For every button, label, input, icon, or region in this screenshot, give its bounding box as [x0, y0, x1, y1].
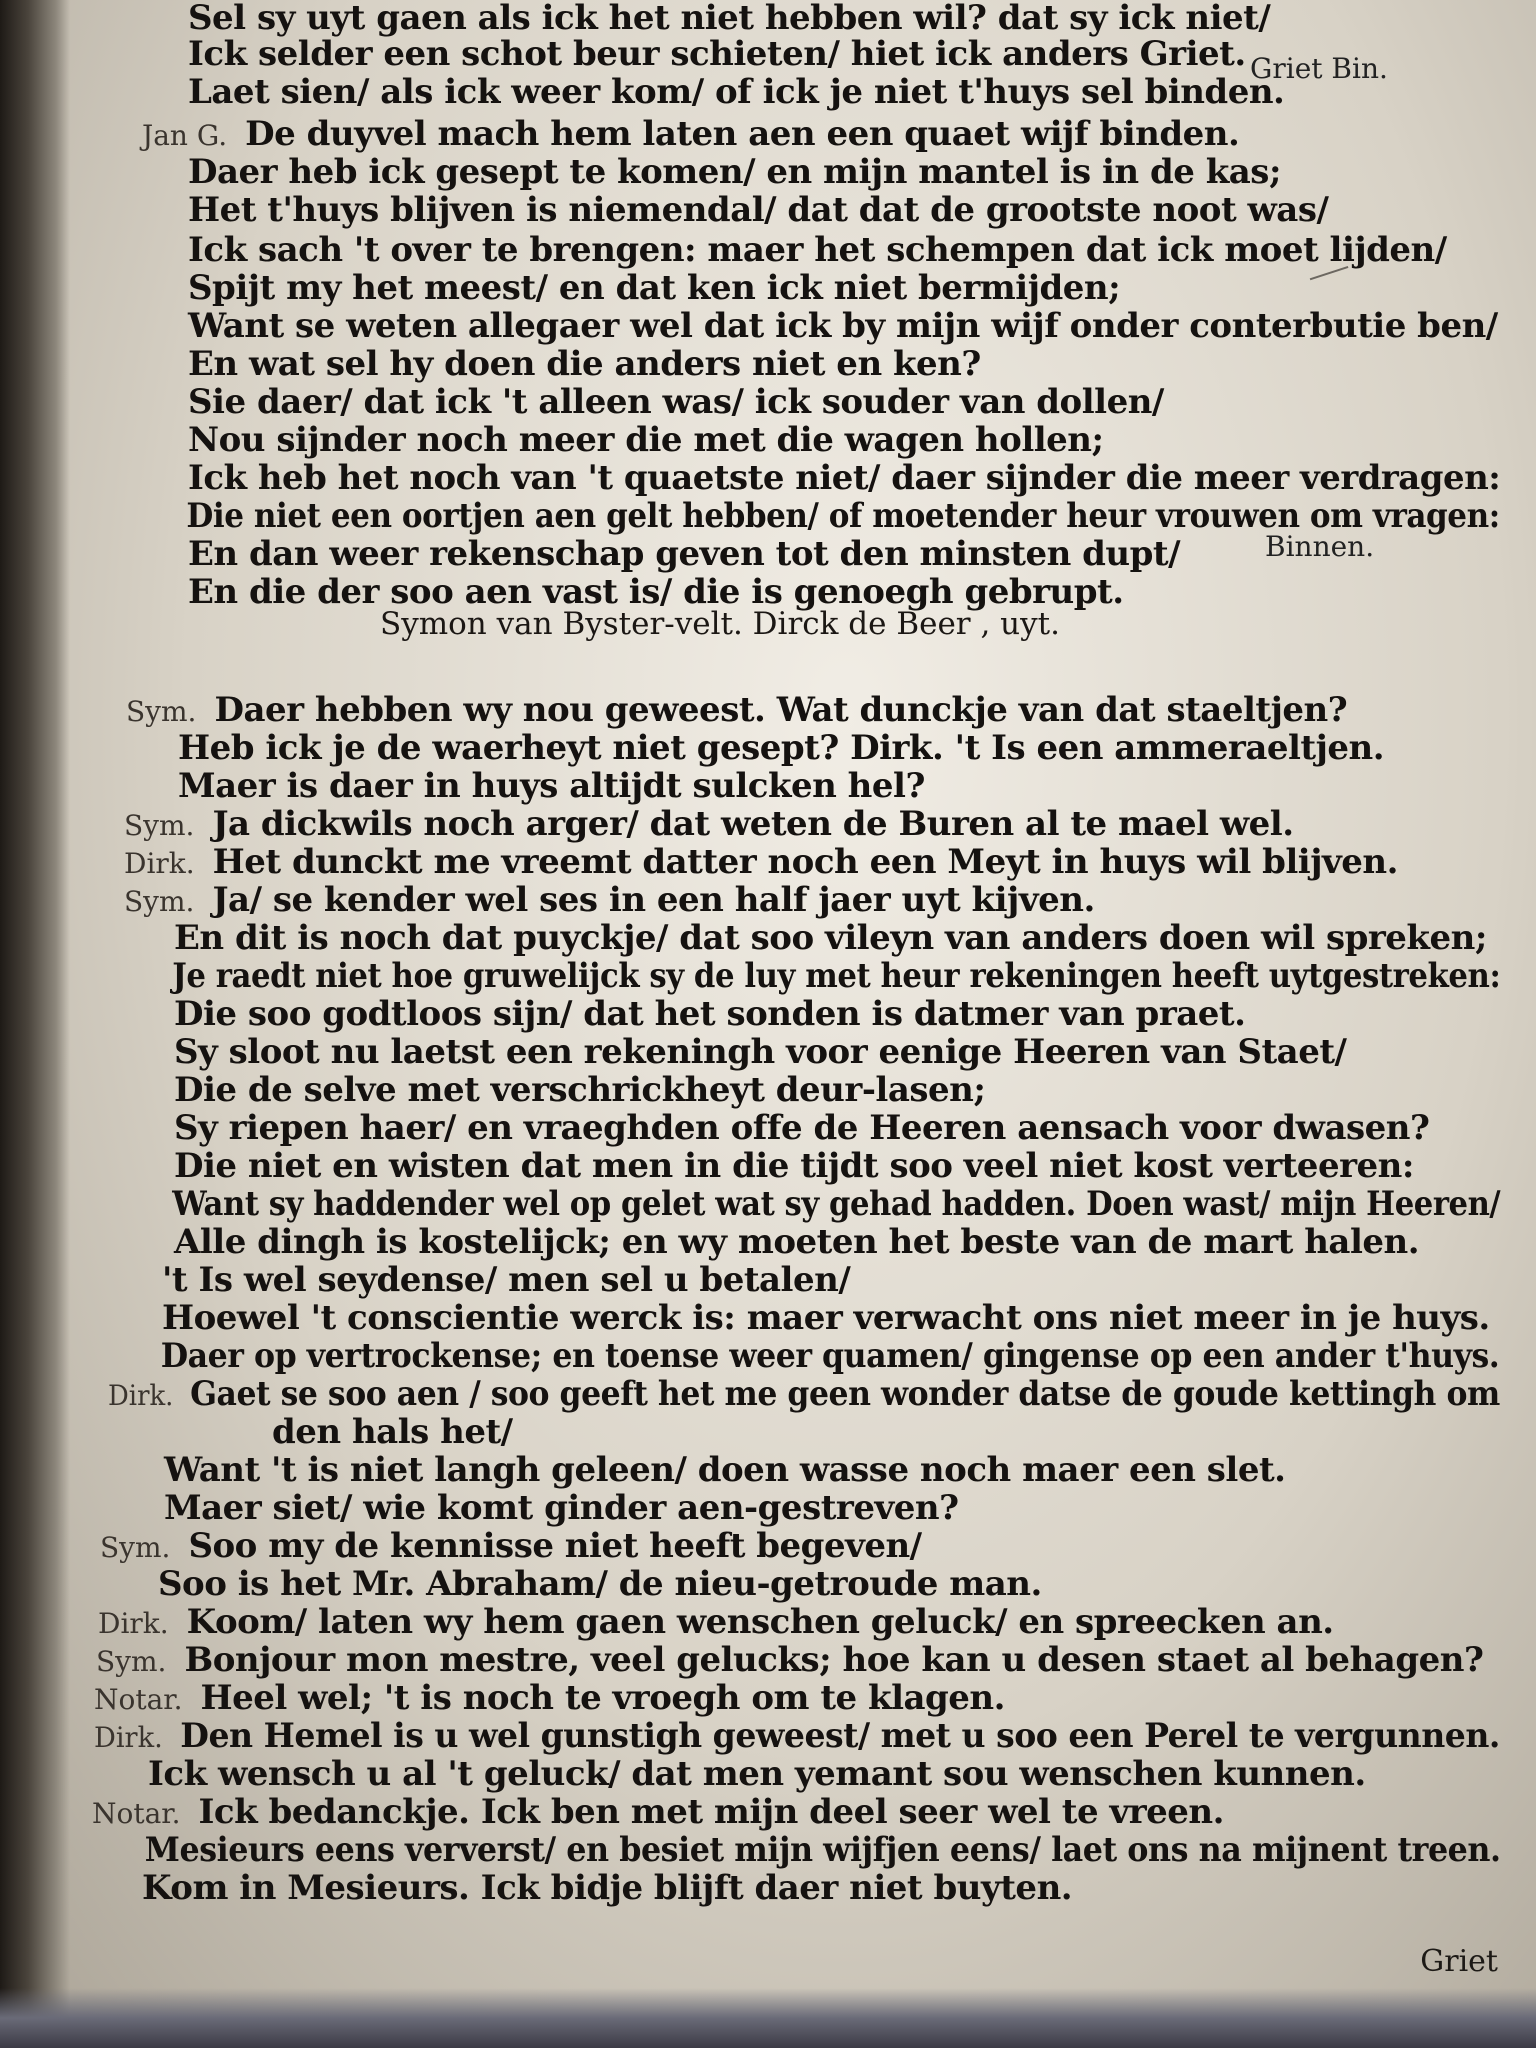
dialogue-line: Sym. Ja dickwils noch arger/ dat weten de Buren al te mael wel. — [124, 804, 1294, 844]
verse-line: Ick selder een schot beur schieten/ hiet ick anders Griet. — [188, 34, 1246, 74]
dialogue-line: Sym. Ja/ se kender wel ses in een half jaer uyt kijven. — [124, 880, 1095, 920]
dialogue-line: Sym. Bonjour mon mestre, veel gelucks; hoe kan u desen staet al behagen? — [96, 1640, 1484, 1680]
dialogue-line: Maer is daer in huys altijdt sulcken hel? — [178, 766, 925, 806]
dialogue-line: Mesieurs eens ververst/ en besiet mijn wijfjen eens/ laet ons na mijnent treen. — [144, 1830, 1501, 1870]
dialogue-line: Sym. Daer hebben wy nou geweest. Wat dunckje van dat staeltjen? — [126, 690, 1348, 730]
stage-direction-griet-bin: Griet Bin. — [1250, 52, 1388, 85]
verse-line: En die der soo aen vast is/ die is genoegh gebrupt. — [188, 572, 1124, 612]
dialogue-line: Die soo godtloos sijn/ dat het sonden is datmer van praet. — [174, 994, 1246, 1034]
verse-line: En dan weer rekenschap geven tot den minsten dupt/ — [188, 534, 1181, 574]
verse-line: Het t'huys blijven is niemendal/ dat dat de grootste noot was/ — [188, 190, 1329, 230]
verse-line: Ick heb het noch van 't quaetste niet/ daer sijnder die meer verdragen: — [187, 458, 1501, 498]
dialogue-line: Kom in Mesieurs. Ick bidje blijft daer niet buyten. — [142, 1868, 1073, 1908]
verse-line: Daer heb ick gesept te komen/ en mijn mantel is in de kas; — [188, 152, 1281, 192]
dialogue-line: Dirk. Koom/ laten wy hem gaen wenschen geluck/ en spreecken an. — [98, 1602, 1334, 1642]
dialogue-line: Die niet en wisten dat men in die tijdt soo veel niet kost verteeren: — [174, 1146, 1414, 1186]
verse-line: Spijt my het meest/ en dat ken ick niet bermijden; — [188, 268, 1121, 308]
dialogue-line: Dirk. Het dunckt me vreemt datter noch een Meyt in huys wil blijven. — [124, 842, 1398, 882]
verse-line: Sie daer/ dat ick 't alleen was/ ick souder van dollen/ — [188, 382, 1164, 422]
stage-direction-binnen: Binnen. — [1265, 530, 1375, 563]
verse-line: Sel sy uyt gaen als ick het niet hebben wil? dat sy ick niet/ — [188, 0, 1271, 38]
dialogue-line: den hals het/ — [272, 1412, 513, 1452]
verse-line: Ick sach 't over te brengen: maer het schempen dat ick moet lijden/ — [188, 230, 1447, 270]
verse-line: Nou sijnder noch meer die met die wagen hollen; — [188, 420, 1104, 460]
dialogue-line: Hoewel 't conscientie werck is: maer verwacht ons niet meer in je huys. — [162, 1298, 1490, 1338]
verse-line: En wat sel hy doen die anders niet en ken? — [188, 344, 981, 384]
dialogue-line: Sym. Soo my de kennisse niet heeft begeven/ — [100, 1526, 922, 1566]
dialogue-line: Daer op vertrockense; en toense weer quamen/ gingense op een ander t'huys. — [160, 1336, 1500, 1376]
dialogue-line: Sy sloot nu laetst een rekeningh voor eenige Heeren van Staet/ — [174, 1032, 1347, 1072]
dialogue-line: Want 't is niet langh geleen/ doen wasse noch maer een slet. — [164, 1450, 1286, 1490]
dialogue-line: Ick wensch u al 't geluck/ dat men yemant sou wenschen kunnen. — [148, 1754, 1366, 1794]
dialogue-line: Sy riepen haer/ en vraeghden offe de Heeren aensach voor dwasen? — [174, 1108, 1430, 1148]
dialogue-line: Heb ick je de waerheyt niet gesept? Dirk. 't Is een ammeraeltjen. — [178, 728, 1385, 768]
dialogue-line: Notar. Heel wel; 't is noch te vroegh om te klagen. — [94, 1678, 1005, 1718]
dialogue-line: Notar. Ick bedanckje. Ick ben met mijn deel seer wel te vreen. — [92, 1792, 1224, 1832]
dialogue-line: Maer siet/ wie komt ginder aen-gestreven? — [164, 1488, 959, 1528]
verse-line: Die niet een oortjen aen gelt hebben/ of moetender heur vrouwen om vragen: — [186, 496, 1500, 536]
dialogue-line: Soo is het Mr. Abraham/ de nieu-getroude man. — [158, 1564, 1042, 1604]
dialogue-line: En dit is noch dat puyckje/ dat soo vileyn van anders doen wil spreken; — [174, 918, 1487, 958]
dialogue-line: Want sy haddender wel op gelet wat sy gehad hadden. Doen wast/ mijn Heeren/ — [172, 1184, 1501, 1224]
dialogue-line: Dirk. Gaet se soo aen / soo geeft het me geen wonder datse de goude kettingh om — [108, 1374, 1500, 1414]
dialogue-line: Dirk. Den Hemel is u wel gunstigh geweest/ met u soo een Perel te vergunnen. — [94, 1716, 1500, 1756]
verse-line: Laet sien/ als ick weer kom/ of ick je niet t'huys sel binden. — [188, 72, 1285, 112]
dialogue-line: Je raedt niet hoe gruwelijck sy de luy met heur rekeningen heeft uytgestreken: — [172, 956, 1501, 996]
verse-line: Want se weten allegaer wel dat ick by mijn wijf onder conterbutie ben/ — [188, 306, 1498, 346]
catchword: Griet — [1420, 1944, 1498, 1979]
dialogue-line: Alle dingh is kostelijck; en wy moeten het beste van de mart halen. — [174, 1222, 1420, 1262]
dialogue-line: Die de selve met verschrickheyt deur-lasen; — [174, 1070, 986, 1110]
dialogue-line: 't Is wel seydense/ men sel u betalen/ — [162, 1260, 851, 1300]
verse-line: Jan G. De duyvel mach hem laten aen een quaet wijf binden. — [142, 114, 1240, 154]
scene-heading: Symon van Byster-velt. Dirck de Beer , uyt. — [380, 606, 1060, 642]
